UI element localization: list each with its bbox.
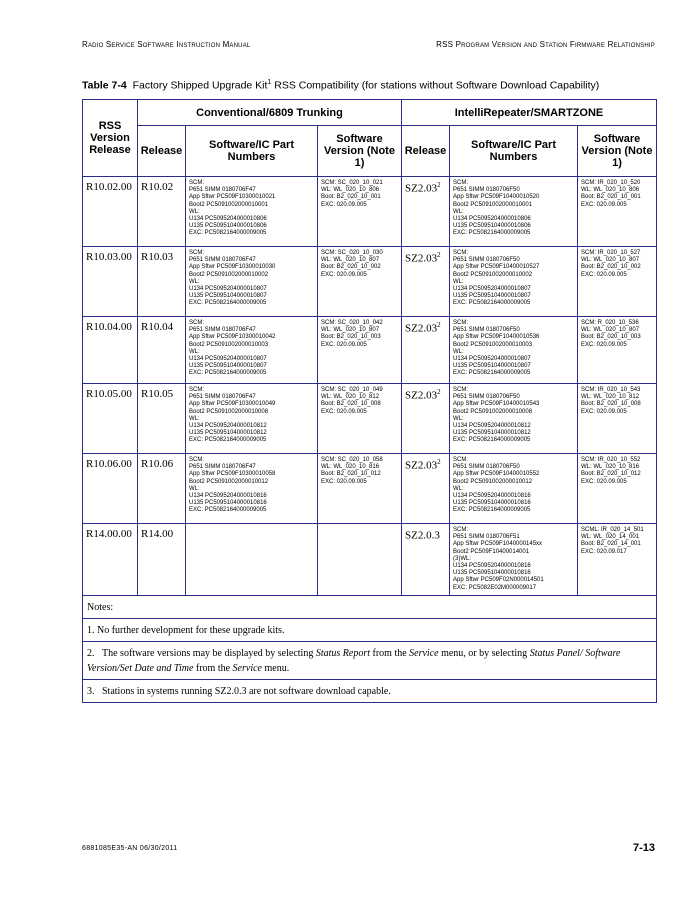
conv-version-cell — [318, 317, 402, 384]
sw-line: P651 SIMM 0180706F47 — [189, 187, 256, 194]
ir-release-sup: 2 — [437, 321, 441, 329]
sw-line: WL: WL_020_10_812 — [321, 394, 380, 401]
conv-version-cell — [318, 384, 402, 454]
sw-line: EXC: PC5082164000009005 — [189, 230, 267, 237]
conv-version-cell — [318, 524, 402, 596]
ir-part-numbers-cell — [450, 384, 578, 454]
sw-line: App Sftwr PC509F10300010058 — [189, 471, 276, 478]
conv-version-cell — [318, 177, 402, 247]
sw-line: WL: — [453, 485, 464, 492]
sw-line: Boot2 PC5091002000010001 — [189, 201, 269, 208]
sw-line: U135 PC5095104000010807 — [189, 363, 267, 370]
table-row — [83, 384, 657, 454]
sw-line: SCM: — [189, 387, 204, 393]
sw-line: SCM: SC_020_10_049 — [321, 387, 383, 393]
sw-line: P651 SIMM 0180706F50 — [453, 394, 520, 401]
sw-line: U135 PC5095104000010807 — [453, 363, 531, 370]
col-conv-release: Release — [138, 126, 186, 177]
ir-release-sup: 2 — [437, 458, 441, 466]
sw-line: SCM: — [453, 527, 468, 533]
ir-part-numbers-cell — [450, 247, 578, 317]
sw-line: Boot2 PC5091002000010012 — [453, 478, 533, 485]
sw-line: App Sftwr PC509F10300010021 — [189, 194, 276, 201]
sw-line: WL: WL_020_10_807 — [321, 257, 380, 264]
sw-line: WL: — [453, 415, 464, 422]
sw-line: App Sftwr PC509F1040000145xx — [453, 541, 543, 548]
sw-line: EXC: PC5082164000009005 — [189, 437, 267, 444]
col-rss-version: RSS Version Release — [83, 100, 138, 177]
sw-line: SCM: SC_020_10_058 — [321, 457, 383, 463]
sw-line: App Sftwr PC509F10300010049 — [189, 401, 276, 408]
table-row — [83, 177, 657, 247]
compatibility-table — [82, 99, 657, 703]
sw-line: WL: — [189, 348, 200, 355]
sw-line: EXC: 020.09.005 — [581, 408, 627, 415]
sw-line: EXC: PC5082164000009005 — [453, 370, 531, 377]
notes-title: Notes: — [83, 596, 656, 619]
sw-line: U134 PC5095204000010807 — [453, 286, 531, 293]
sw-line: WL: WL_020_10_806 — [581, 187, 640, 194]
sw-line: SCM: SC_020_10_030 — [321, 250, 383, 256]
sw-line: EXC: 020.09.005 — [321, 201, 367, 208]
table-row — [83, 247, 657, 317]
caption-sup: 1 — [267, 79, 272, 86]
sw-line: EXC: 020.09.005 — [321, 408, 367, 415]
sw-line: U134 PC5095204000010812 — [453, 423, 531, 430]
sw-line: SCM: — [189, 180, 204, 186]
note-1: 1. No further development for these upgrade kits. — [83, 619, 656, 642]
sw-line: SCM: IR_020_10_552 — [581, 457, 641, 463]
sw-line: EXC: PC5082E02M000009017 — [453, 584, 537, 591]
caption-text: Factory Shipped Upgrade Kit — [132, 79, 268, 92]
ir-version-cell — [578, 317, 657, 384]
table-caption — [82, 79, 599, 92]
sw-line: Boot2 PC5091002000010012 — [189, 478, 269, 485]
ir-part-numbers-cell — [450, 454, 578, 524]
sw-line: P651 SIMM 0180706F47 — [189, 257, 256, 264]
ir-release-sup: 2 — [437, 181, 441, 189]
sw-line: U134 PC5095204000010812 — [189, 423, 267, 430]
sw-line: App Sftwr PC509F10400010543 — [453, 401, 540, 408]
sw-line: EXC: PC5082164000009005 — [189, 300, 267, 307]
caption-text-b: RSS Compatibility (for stations without Software Download Capability) — [271, 79, 600, 92]
sw-line: App Sftwr PC509F10400010520 — [453, 194, 540, 201]
sw-line: SCM: — [189, 457, 204, 463]
sw-line: WL: — [189, 208, 200, 215]
sw-line: SCM: IR_020_10_520 — [581, 180, 641, 186]
sw-line: U134 PC5095204000010806 — [189, 216, 267, 223]
rss-version-cell: R10.04.00 — [83, 317, 138, 384]
sw-line: Boot2 PC5091002000010008 — [189, 408, 269, 415]
sw-line: Boot: B2_020_10_002 — [321, 264, 381, 271]
sw-line: U134 PC5095204000010807 — [189, 356, 267, 363]
sw-line: WL: WL_020_10_807 — [321, 327, 380, 334]
conv-release-cell: R10.03 — [138, 247, 186, 317]
sw-line: Boot2 PC5091002000010001 — [453, 201, 533, 208]
ir-release-text: SZ2.03 — [405, 389, 438, 402]
sw-line: WL: WL_020_10_807 — [581, 327, 640, 334]
sw-line: Boot: B2_020_10_012 — [581, 471, 641, 478]
sw-line: P651 SIMM 0180706F50 — [453, 464, 520, 471]
sw-line: Boot: B2_020_14_001 — [581, 541, 641, 548]
sw-line: EXC: PC5082164000009005 — [453, 507, 531, 514]
sw-line: App Sftwr PC509F10400010527 — [453, 264, 540, 271]
sw-line: WL: — [189, 485, 200, 492]
caption-label: Table 7-4 — [82, 79, 127, 92]
table-row — [83, 524, 657, 596]
ir-release-cell — [402, 247, 450, 317]
table-row — [83, 317, 657, 384]
sw-line: U135 PC5095104000010806 — [453, 223, 531, 230]
table-row — [83, 454, 657, 524]
sw-line: Boot: B2_020_10_008 — [581, 401, 641, 408]
sw-line: SCM: IR_020_10_527 — [581, 250, 641, 256]
conv-part-numbers-cell — [186, 317, 318, 384]
sw-line: Boot: B2_020_10_012 — [321, 471, 381, 478]
sw-line: (3)WL: — [453, 555, 471, 562]
conv-part-numbers-cell — [186, 177, 318, 247]
footer-page-number: 7-13 — [632, 842, 655, 854]
ir-version-cell — [578, 524, 657, 596]
sw-line: U135 PC5095104000010816 — [453, 570, 531, 577]
ir-part-numbers-cell — [450, 524, 578, 596]
sw-line: U135 PC5095104000010812 — [189, 430, 267, 437]
rss-version-cell: R10.03.00 — [83, 247, 138, 317]
rss-version-cell: R10.06.00 — [83, 454, 138, 524]
sw-line: EXC: PC5082164000009005 — [453, 230, 531, 237]
sw-line: App Sftwr PC509F10300010030 — [189, 264, 276, 271]
sw-line: Boot: B2_020_10_003 — [581, 334, 641, 341]
col-ir-part: Software/IC Part Numbers — [450, 126, 578, 177]
rss-version-cell: R10.05.00 — [83, 384, 138, 454]
sw-line: App Sftwr PC509F10400010536 — [453, 334, 540, 341]
sw-line: EXC: PC5082164000009005 — [189, 507, 267, 514]
ir-version-cell — [578, 247, 657, 317]
sw-line: EXC: 020.09.005 — [581, 478, 627, 485]
sw-line: P651 SIMM 0180706F47 — [189, 464, 256, 471]
sw-line: U135 PC5095104000010812 — [453, 430, 531, 437]
ir-release-cell — [402, 384, 450, 454]
col-conv-part: Software/IC Part Numbers — [186, 126, 318, 177]
conv-release-cell: R10.06 — [138, 454, 186, 524]
sw-line: App Sftwr PC509F02N000014501 — [453, 577, 544, 584]
sw-line: EXC: PC5082164000009005 — [453, 437, 531, 444]
sw-line: SCM: — [453, 457, 468, 463]
ir-part-numbers-cell — [450, 177, 578, 247]
ir-release-sup: 2 — [437, 388, 441, 396]
sw-line: App Sftwr PC509F10300010042 — [189, 334, 276, 341]
sw-line: WL: WL_020_10_816 — [321, 464, 380, 471]
sw-line: WL: WL_020_10_806 — [321, 187, 380, 194]
ir-version-cell — [578, 454, 657, 524]
sw-line: P651 SIMM 0180706F47 — [189, 327, 256, 334]
sw-line: U134 PC5095204000010806 — [453, 216, 531, 223]
sw-line: Boot: B2_020_10_008 — [321, 401, 381, 408]
running-header-left: Radio Service Software Instruction Manual — [82, 40, 251, 49]
sw-line: WL: WL_020_10_807 — [581, 257, 640, 264]
sw-line: SCM: — [453, 320, 468, 326]
sw-line: SCM: IR_020_10_543 — [581, 387, 641, 393]
sw-line: EXC: PC5082164000009005 — [189, 370, 267, 377]
sw-line: WL: WL_020_10_816 — [581, 464, 640, 471]
note-3: 3. Stations in systems running SZ2.0.3 are not software download capable. — [87, 686, 391, 697]
group-conventional: Conventional/6809 Trunking — [138, 100, 402, 126]
ir-release-text: SZ2.0.3 — [405, 529, 440, 542]
sw-line: WL: — [453, 208, 464, 215]
sw-line: U135 PC5095104000010816 — [189, 500, 267, 507]
sw-line: P651 SIMM 0180706F51 — [453, 534, 520, 541]
sw-line: Boot2 PC5091002000010002 — [453, 271, 533, 278]
sw-line: EXC: 020.09.005 — [321, 341, 367, 348]
sw-line: U135 PC5095104000010807 — [189, 293, 267, 300]
conv-part-numbers-cell — [186, 524, 318, 596]
conv-release-cell: R10.02 — [138, 177, 186, 247]
ir-release-text: SZ2.03 — [405, 459, 438, 472]
sw-line: SCM: — [453, 250, 468, 256]
sw-line: U134 PC5095204000010807 — [189, 286, 267, 293]
sw-line: Boot2 PC5091002000010003 — [189, 341, 269, 348]
sw-line: P651 SIMM 0180706F50 — [453, 187, 520, 194]
sw-line: SCM: — [189, 250, 204, 256]
sw-line: SCM: — [453, 387, 468, 393]
sw-line: EXC: 020.09.005 — [581, 271, 627, 278]
ir-release-cell — [402, 454, 450, 524]
sw-line: EXC: 020.09.005 — [321, 271, 367, 278]
conv-release-cell: R10.05 — [138, 384, 186, 454]
sw-line: Boot: B2_020_10_002 — [581, 264, 641, 271]
sw-line: SCM: SC_020_10_021 — [321, 180, 383, 186]
sw-line: WL: — [189, 278, 200, 285]
rss-version-cell: R10.02.00 — [83, 177, 138, 247]
conv-part-numbers-cell — [186, 247, 318, 317]
sw-line: WL: — [189, 415, 200, 422]
ir-version-cell — [578, 177, 657, 247]
sw-line: SCML: IR_020_14_501 — [581, 527, 644, 533]
sw-line: EXC: 020.09.005 — [581, 201, 627, 208]
sw-line: WL: — [453, 348, 464, 355]
sw-line: EXC: PC5082164000009005 — [453, 300, 531, 307]
ir-release-sup: 2 — [437, 251, 441, 259]
conv-release-cell: R14.00 — [138, 524, 186, 596]
sw-line: Boot2 PC509F10400014001 — [453, 548, 530, 555]
sw-line: SCM: SC_020_10_042 — [321, 320, 383, 326]
notes-cell — [83, 596, 657, 703]
ir-part-numbers-cell — [450, 317, 578, 384]
sw-line: Boot2 PC5091002000010008 — [453, 408, 533, 415]
note-2: 2. The software versions may be displayed by selecting Status Report from the Service menu, or by selecting Status Panel/ Software Version/Set Date and Time from the Service menu. — [83, 642, 656, 680]
col-conv-version: Software Version (Note 1) — [318, 126, 402, 177]
sw-line: P651 SIMM 0180706F50 — [453, 257, 520, 264]
sw-line: U134 PC5095204000010816 — [453, 493, 531, 500]
ir-release-cell — [402, 317, 450, 384]
sw-line: U135 PC5095104000010807 — [453, 293, 531, 300]
ir-release-cell — [402, 177, 450, 247]
sw-line: Boot: B2_020_10_001 — [321, 194, 381, 201]
conv-version-cell — [318, 454, 402, 524]
sw-line: Boot: B2_020_10_001 — [581, 194, 641, 201]
sw-line: Boot2 PC5091002000010003 — [453, 341, 533, 348]
sw-line: Boot: B2_020_10_003 — [321, 334, 381, 341]
sw-line: Boot2 PC5091002000010002 — [189, 271, 269, 278]
sw-line: EXC: 020.09.005 — [581, 341, 627, 348]
sw-line: U134 PC5095204000010816 — [189, 493, 267, 500]
conv-release-cell: R10.04 — [138, 317, 186, 384]
running-header-right: RSS Program Version and Station Firmware Relationship — [436, 40, 655, 49]
sw-line: EXC: 020.09.017 — [581, 548, 627, 555]
col-ir-release: Release — [402, 126, 450, 177]
ir-release-text: SZ2.03 — [405, 182, 438, 195]
ir-release-text: SZ2.03 — [405, 322, 438, 335]
sw-line: SCM: — [453, 180, 468, 186]
sw-line: SCM: — [189, 320, 204, 326]
sw-line: U135 PC5095104000010806 — [189, 223, 267, 230]
sw-line: P651 SIMM 0180706F47 — [189, 394, 256, 401]
sw-line: P651 SIMM 0180706F50 — [453, 327, 520, 334]
sw-line: U134 PC5095204000010816 — [453, 563, 531, 570]
sw-line: WL: — [453, 278, 464, 285]
group-intellirepeater: IntelliRepeater/SMARTZONE — [402, 100, 657, 126]
conv-part-numbers-cell — [186, 454, 318, 524]
footer-doc-id: 6881085E35-AN 06/30/2011 — [82, 845, 178, 852]
col-ir-version: Software Version (Note 1) — [578, 126, 657, 177]
sw-line: WL: WL_020_10_812 — [581, 394, 640, 401]
conv-part-numbers-cell — [186, 384, 318, 454]
ir-release-text: SZ2.03 — [405, 252, 438, 265]
ir-release-cell — [402, 524, 450, 596]
conv-version-cell — [318, 247, 402, 317]
sw-line: WL: WL_020_14_001 — [581, 534, 640, 541]
sw-line: App Sftwr PC509F10400010552 — [453, 471, 540, 478]
sw-line: EXC: 020.09.005 — [321, 478, 367, 485]
sw-line: U135 PC5095104000010816 — [453, 500, 531, 507]
rss-version-cell: R14.00.00 — [83, 524, 138, 596]
sw-line: SCM: R_020_10_536 — [581, 320, 639, 326]
sw-line: U134 PC5095204000010807 — [453, 356, 531, 363]
ir-version-cell — [578, 384, 657, 454]
